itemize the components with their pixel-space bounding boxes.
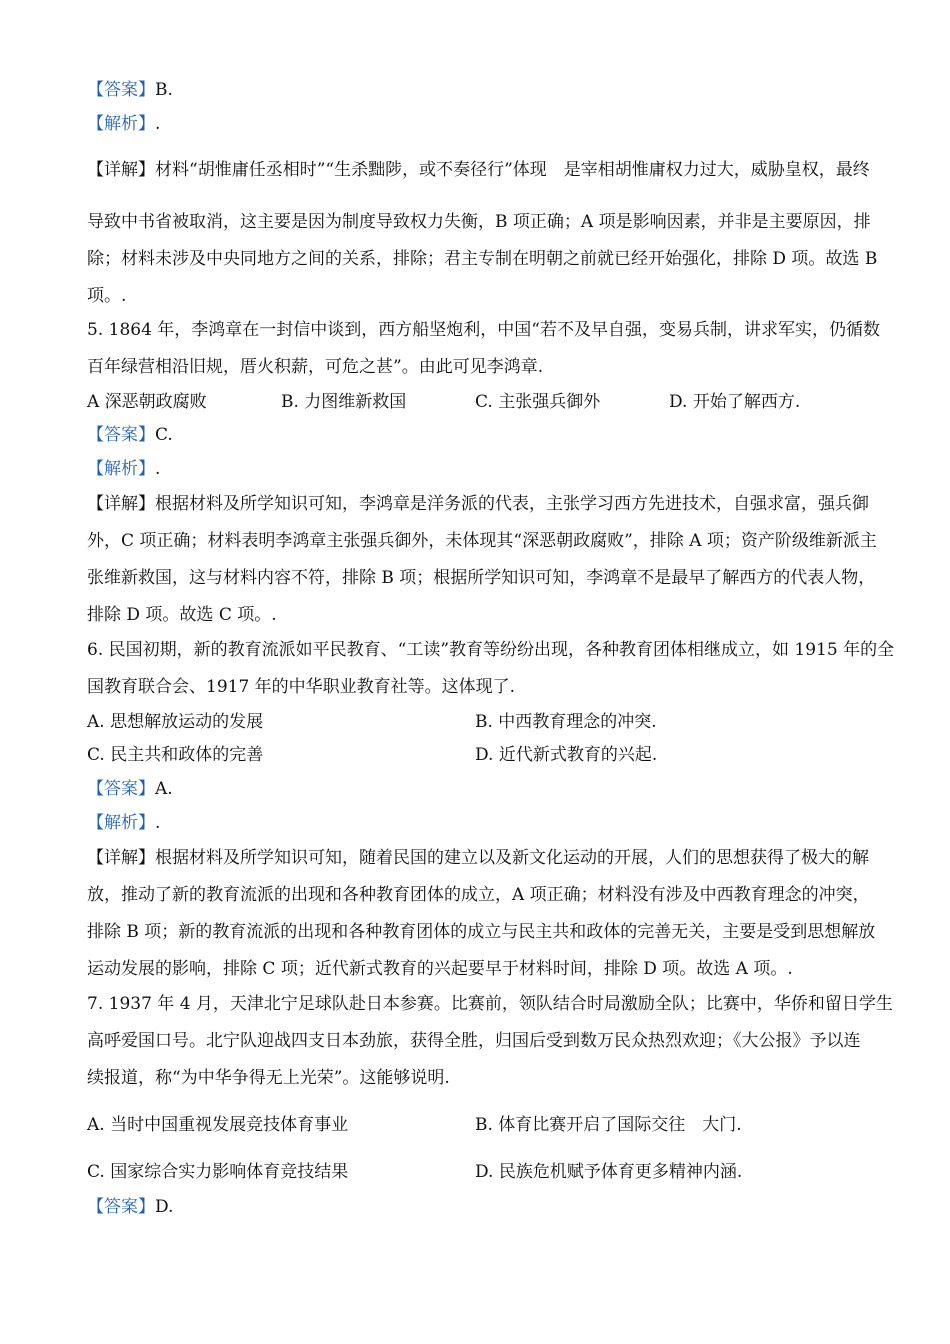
analysis-text: . xyxy=(155,813,161,833)
q5-option-d: D. 开始了解西方. xyxy=(669,392,801,412)
detail-tag: 【详解】 xyxy=(87,160,155,180)
q4-detail-line-4: 项。. xyxy=(87,286,127,306)
analysis-text: . xyxy=(155,114,161,134)
detail-text: 材料“胡惟庸任丞相时”“生杀黜陟，或不奏径行”体现 是宰相胡惟庸权力过大，威胁皇权，最终 xyxy=(155,160,870,180)
q6-detail-line-1 xyxy=(87,846,869,870)
q5-detail-line-4: 排除 D 项。故选 C 项。. xyxy=(87,605,277,625)
detail-tag: 【详解】 xyxy=(87,494,155,514)
q6-option-d: D. 近代新式教育的兴起. xyxy=(475,745,658,765)
q4-answer-line xyxy=(87,78,173,102)
answer-tag: 【答案】 xyxy=(87,425,155,445)
q5-detail-line-1 xyxy=(87,492,869,516)
q5-detail-line-2: 外，C 项正确；材料表明李鸿章主张强兵御外，未体现其“深恶朝政腐败”，排除 A 项；资产阶级维新派主 xyxy=(87,531,877,551)
q7-stem-line-2: 高呼爱国口号。北宁队迎战四支日本劲旅，获得全胜，归国后受到数万民众热烈欢迎；《大公报》予以连 xyxy=(87,1031,861,1051)
answer-tag: 【答案】 xyxy=(87,779,155,799)
answer-value: C. xyxy=(155,425,173,445)
answer-tag: 【答案】 xyxy=(87,1197,155,1217)
q7-stem-line-1: 7. 1937 年 4 月，天津北宁足球队赴日本参赛。比赛前，领队结合时局激励全队；比赛中，华侨和留日学生 xyxy=(87,994,893,1014)
answer-tag: 【答案】 xyxy=(87,80,155,100)
q5-stem-line-2: 百年绿营相沿旧规，厝火积薪，可危之甚”。由此可见李鸿章. xyxy=(87,357,544,377)
analysis-tag: 【解析】 xyxy=(87,813,155,833)
analysis-text: . xyxy=(155,459,161,479)
detail-text: 根据材料及所学知识可知，随着民国的建立以及新文化运动的开展，人们的思想获得了极大的解 xyxy=(155,848,869,868)
q4-detail-line-2: 导致中书省被取消，这主要是因为制度导致权力失衡，B 项正确；A 项是影响因素，并非是主要原因，排 xyxy=(87,212,871,232)
q7-option-c: C. 国家综合实力影响体育竞技结果 xyxy=(87,1162,349,1182)
q5-option-c: C. 主张强兵御外 xyxy=(475,392,601,412)
q7-option-b: B. 体育比赛开启了国际交往 大门. xyxy=(475,1115,742,1135)
q5-detail-line-3: 张维新救国，这与材料内容不符，排除 B 项；根据所学知识可知，李鸿章不是最早了解西方的代表人物， xyxy=(87,568,876,588)
answer-value: B. xyxy=(155,80,173,100)
q4-detail-line-1 xyxy=(87,158,870,182)
q5-stem-line-1: 5. 1864 年，李鸿章在一封信中谈到，西方船坚炮利，中国“若不及早自强，变易兵制，讲求军实，仍循数 xyxy=(87,320,880,340)
answer-value: D. xyxy=(155,1197,174,1217)
q6-option-b: B. 中西教育理念的冲突. xyxy=(475,712,657,732)
q4-analysis-line xyxy=(87,112,160,136)
q6-stem-line-2: 国教育联合会、1917 年的中华职业教育社等。这体现了. xyxy=(87,677,516,697)
q6-detail-line-2: 放，推动了新的教育流派的出现和各种教育团体的成立，A 项正确；材料没有涉及中西教育理念的冲突， xyxy=(87,885,870,905)
analysis-tag: 【解析】 xyxy=(87,459,155,479)
q4-detail-line-3: 除；材料未涉及中央同地方之间的关系，排除；君主专制在明朝之前就已经开始强化，排除 D 项。故选 B xyxy=(87,249,878,269)
q6-detail-line-3: 排除 B 项；新的教育流派的出现和各种教育团体的成立与民主共和政体的完善无关，主要是受到思想解放 xyxy=(87,922,876,942)
q6-option-a: A. 思想解放运动的发展 xyxy=(87,712,264,732)
q7-stem-line-3: 续报道，称“为中华争得无上光荣”。这能够说明. xyxy=(87,1068,450,1088)
q7-option-a: A. 当时中国重视发展竞技体育事业 xyxy=(87,1115,349,1135)
detail-text: 根据材料及所学知识可知，李鸿章是洋务派的代表，主张学习西方先进技术，自强求富，强兵御 xyxy=(155,494,869,514)
q6-answer-line xyxy=(87,777,173,801)
q7-answer-line xyxy=(87,1195,173,1219)
q5-option-b: B. 力图维新救国 xyxy=(281,392,407,412)
q6-analysis-line xyxy=(87,811,160,835)
detail-tag: 【详解】 xyxy=(87,848,155,868)
q5-option-a: A 深恶朝政腐败 xyxy=(87,392,207,412)
q6-stem-line-1: 6. 民国初期，新的教育流派如平民教育、“工读”教育等纷纷出现，各种教育团体相继成立，如 1915 年的全 xyxy=(87,640,895,660)
analysis-tag: 【解析】 xyxy=(87,114,155,134)
q5-answer-line xyxy=(87,423,173,447)
q6-detail-line-4: 运动发展的影响，排除 C 项；近代新式教育的兴起要早于材料时间，排除 D 项。故选 A 项。. xyxy=(87,959,793,979)
answer-value: A. xyxy=(155,779,173,799)
q6-option-c: C. 民主共和政体的完善 xyxy=(87,745,264,765)
q5-analysis-line xyxy=(87,457,160,481)
q7-option-d: D. 民族危机赋予体育更多精神内涵. xyxy=(475,1162,743,1182)
